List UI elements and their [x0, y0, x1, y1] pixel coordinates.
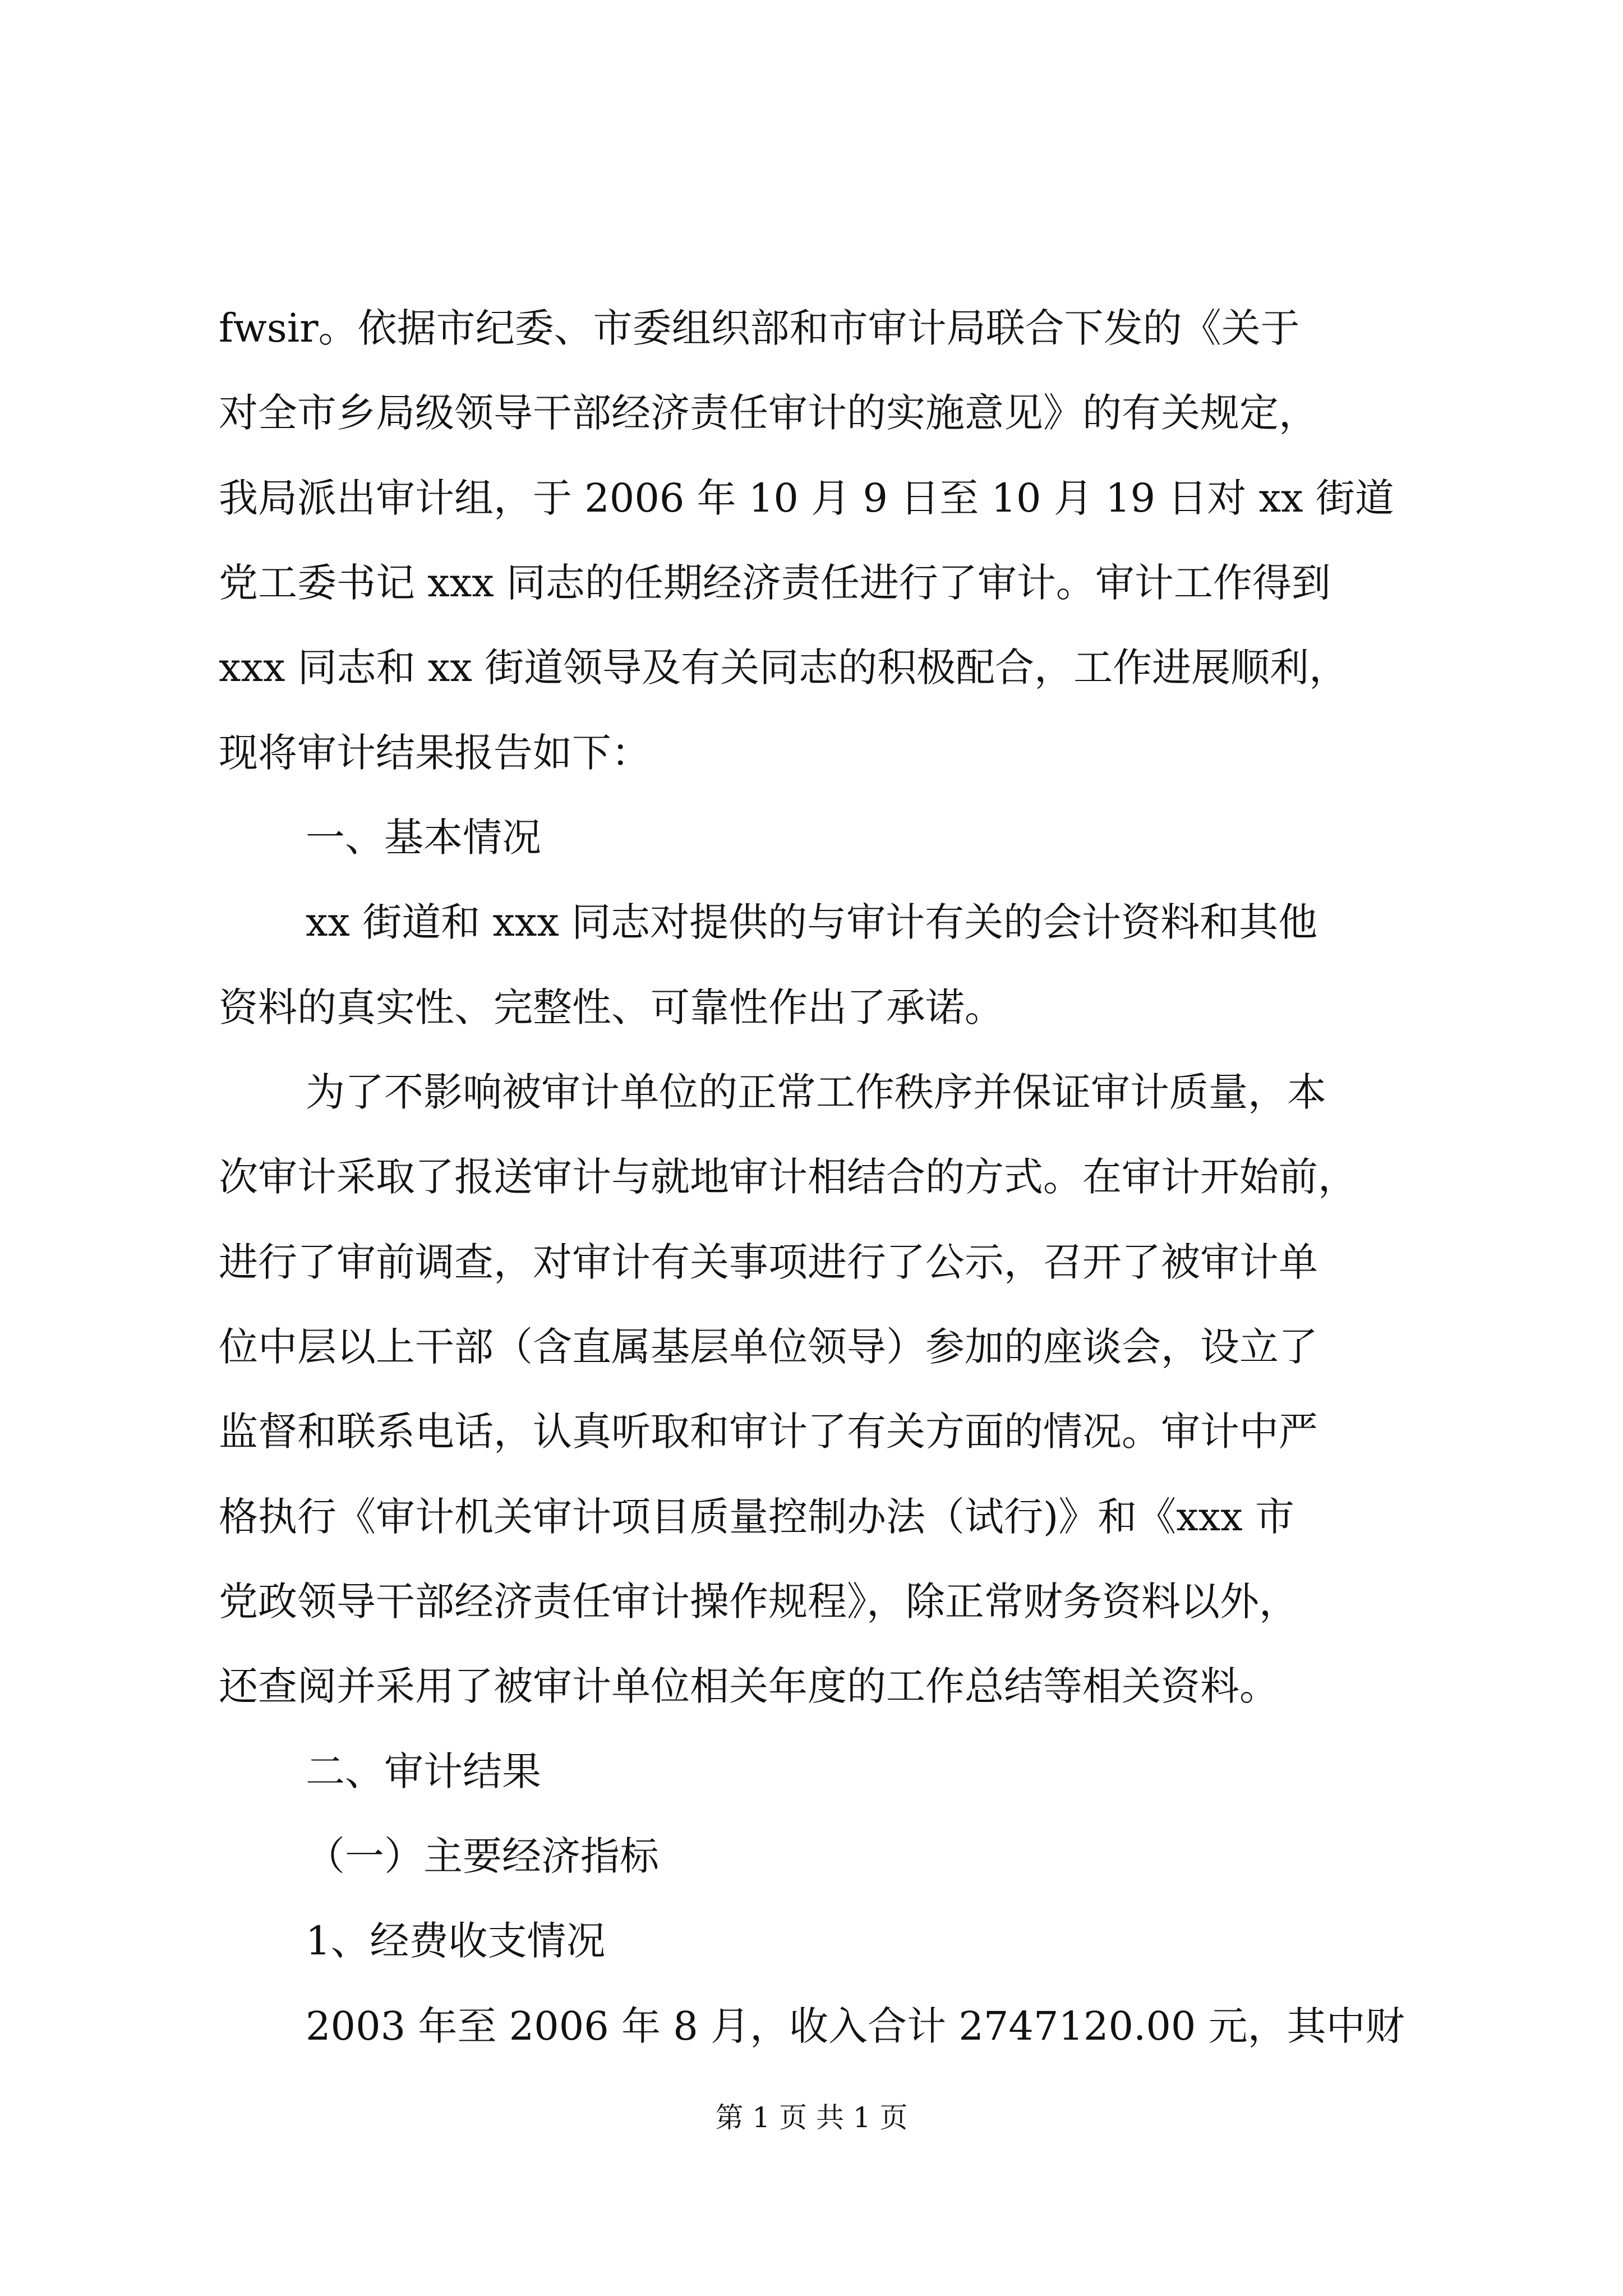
paragraph-line-8: 资料的真实性、完整性、可靠性作出了承诺。	[219, 984, 1004, 1030]
paragraph-line-15: 党政领导干部经济责任审计操作规程》，除正常财务资料以外，	[219, 1579, 1298, 1625]
paragraph-line-9: 为了不影响被审计单位的正常工作秩序并保证审计质量，本	[306, 1069, 1326, 1115]
paragraph-line-7: xx 街道和 xxx 同志对提供的与审计有关的会计资料和其他	[306, 899, 1318, 945]
paragraph-line-16: 还查阅并采用了被审计单位相关年度的工作总结等相关资料。	[219, 1663, 1279, 1709]
item-heading-funds: 1、经费收支情况	[306, 1918, 606, 1964]
paragraph-line-12: 位中层以上干部（含直属基层单位领导）参加的座谈会，设立了	[219, 1324, 1318, 1370]
paragraph-line-2: 对全市乡局级领导干部经济责任审计的实施意见》的有关规定，	[219, 390, 1318, 436]
paragraph-line-13: 监督和联系电话，认真听取和审计了有关方面的情况。审计中严	[219, 1409, 1318, 1455]
paragraph-line-6: 现将审计结果报告如下：	[219, 730, 651, 776]
paragraph-line-14: 格执行《审计机关审计项目质量控制办法（试行)》和《xxx 市	[219, 1494, 1294, 1540]
paragraph-line-3: 我局派出审计组，于 2006 年 10 月 9 日至 10 月 19 日对 xx 街道	[219, 475, 1394, 521]
paragraph-line-11: 进行了审前调查，对审计有关事项进行了公示，召开了被审计单	[219, 1239, 1318, 1285]
paragraph-line-17: 2003 年至 2006 年 8 月，收入合计 2747120.00 元，其中财	[306, 2003, 1405, 2049]
section-heading-basic-info: 一、基本情况	[306, 815, 541, 861]
paragraph-line-5: xxx 同志和 xx 街道领导及有关同志的积极配合，工作进展顺利，	[219, 645, 1349, 691]
subsection-heading-main-indicators: （一）主要经济指标	[306, 1833, 659, 1879]
paragraph-line-10: 次审计采取了报送审计与就地审计相结合的方式。在审计开始前，	[219, 1154, 1357, 1200]
page-number-footer: 第 1 页 共 1 页	[715, 2101, 908, 2134]
paragraph-line-4: 党工委书记 xxx 同志的任期经济责任进行了审计。审计工作得到	[219, 560, 1331, 606]
paragraph-line-1: fwsir。依据市纪委、市委组织部和市审计局联合下发的《关于	[219, 305, 1300, 351]
section-heading-audit-results: 二、审计结果	[306, 1749, 541, 1795]
